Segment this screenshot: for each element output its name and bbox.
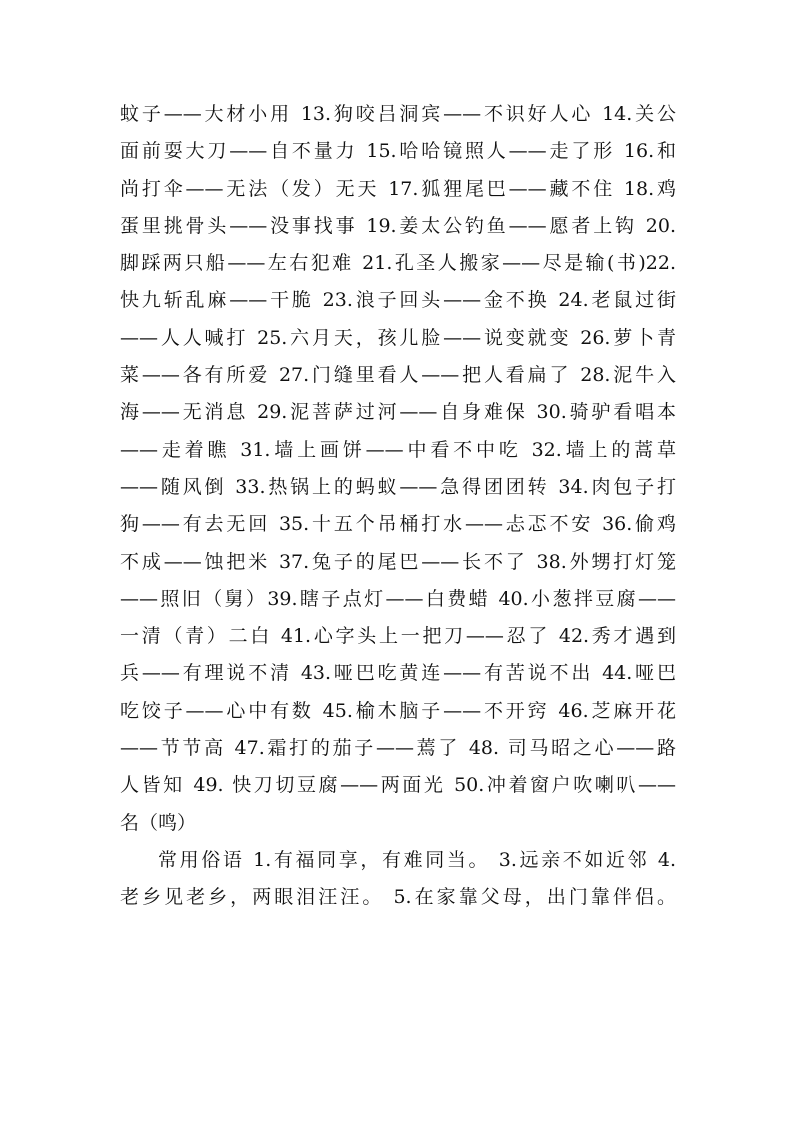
text-line: 脚踩两只船——左右犯难 21.孔圣人搬家——尽是输(书)22. bbox=[120, 252, 676, 275]
text-line: ——走着瞧 31.墙上画饼——中看不中吃 32.墙上的蒿草 bbox=[120, 438, 676, 461]
text-line: 兵——有理说不清 43.哑巴吃黄连——有苦说不出 44.哑巴 bbox=[120, 662, 676, 685]
text-line: 蚊子——大材小用 13.狗咬吕洞宾——不识好人心 14.关公 bbox=[120, 103, 676, 125]
document-body bbox=[120, 96, 676, 917]
text-line: ——节节高 47.霜打的茄子——蔫了 48. 司马昭之心——路 bbox=[120, 737, 676, 760]
text-line: ——人人喊打 25.六月天，孩儿脸——说变就变 26.萝卜青 bbox=[120, 326, 676, 349]
text-line: 面前耍大刀——自不量力 15.哈哈镜照人——走了形 16.和 bbox=[120, 140, 676, 163]
section-text-line: 老乡见老乡，两眼泪汪汪。 5.在家靠父母，出门靠伴侣。 bbox=[120, 886, 676, 909]
text-line: 海——无消息 29.泥菩萨过河——自身难保 30.骑驴看唱本 bbox=[120, 401, 676, 424]
text-line: 狗——有去无回 35.十五个吊桶打水——忐忑不安 36.偷鸡 bbox=[120, 513, 676, 536]
text-line: 一清（青）二白 41.心字头上一把刀——忍了 42.秀才遇到 bbox=[120, 625, 676, 648]
text-line: 菜——各有所爱 27.门缝里看人——把人看扁了 28.泥牛入 bbox=[120, 364, 676, 387]
text-line: 快九斩乱麻——干脆 23.浪子回头——金不换 24.老鼠过街 bbox=[120, 289, 676, 312]
text-line: 人皆知 49. 快刀切豆腐——两面光 50.冲着窗户吹喇叭—— bbox=[120, 774, 676, 797]
text-line: 名（鸣） bbox=[120, 811, 197, 834]
section-text-line: 常用俗语 1.有福同享，有难同当。 3.远亲不如近邻 4. bbox=[158, 848, 676, 871]
text-line: 吃饺子——心中有数 45.榆木脑子——不开窍 46.芝麻开花 bbox=[120, 699, 676, 722]
text-line: ——照旧（舅）39.瞎子点灯——白费蜡 40.小葱拌豆腐—— bbox=[120, 587, 676, 610]
text-line: ——随风倒 33.热锅上的蚂蚁——急得团团转 34.肉包子打 bbox=[120, 475, 676, 498]
text-line: 不成——蚀把米 37.兔子的尾巴——长不了 38.外甥打灯笼 bbox=[120, 550, 676, 573]
text-line: 蛋里挑骨头——没事找事 19.姜太公钓鱼——愿者上钩 20. bbox=[120, 214, 676, 237]
text-line: 尚打伞——无法（发）无天 17.狐狸尾巴——藏不住 18.鸡 bbox=[120, 177, 676, 200]
